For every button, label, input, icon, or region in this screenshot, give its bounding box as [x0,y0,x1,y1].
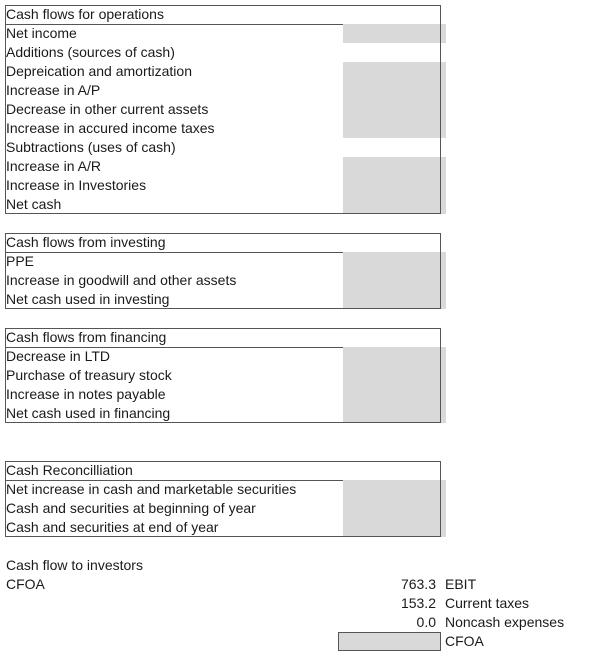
input-cell[interactable] [343,518,446,537]
row-label: Net cash [6,196,62,212]
row-cash-beginning[interactable] [5,499,441,518]
row-increase-inventories[interactable] [5,176,441,195]
row-label: Increase in goodwill and other assets [6,272,237,288]
input-cell[interactable] [343,100,446,119]
investing-header-cell[interactable] [5,233,441,252]
row-net-increase-cash[interactable] [5,480,441,499]
row-label: Increase in Investories [6,177,147,193]
input-cell[interactable] [343,252,446,271]
investors-title-cell[interactable] [5,556,441,575]
row-treasury-stock[interactable] [5,366,441,385]
row-depreciation[interactable] [5,62,441,81]
input-cell[interactable] [343,499,446,518]
input-cell[interactable] [343,290,446,309]
investors-title: Cash flow to investors [6,557,143,573]
investing-header: Cash flows from investing [6,234,166,250]
input-cell[interactable] [343,176,446,195]
row-net-cash[interactable] [5,195,441,214]
input-cell[interactable] [343,62,446,81]
ebit-value[interactable]: 763.3 [400,576,436,592]
row-label: Decrease in other current assets [6,101,209,117]
noncash-expenses-label: Noncash expenses [445,614,565,630]
input-cell[interactable] [343,119,446,138]
row-label: Net income [6,25,77,41]
row-label: Depreication and amortization [6,63,192,79]
row-label: Cash and securities at end of year [6,519,219,535]
row-label: Net cash used in investing [6,291,170,307]
input-cell[interactable] [343,385,446,404]
row-label: PPE [6,253,35,269]
cfoa-result-cell[interactable] [338,632,441,651]
input-cell[interactable] [343,24,446,43]
row-label: Additions (sources of cash) [6,44,175,60]
row-label: Increase in accured income taxes [6,120,215,136]
row-increase-ap[interactable] [5,81,441,100]
reconciliation-header: Cash Reconcilliation [6,462,133,478]
financing-header: Cash flows from financing [6,329,167,345]
row-label: Increase in notes payable [6,386,166,402]
row-cash-end[interactable] [5,518,441,537]
ebit-label: EBIT [445,576,477,592]
input-cell[interactable] [343,366,446,385]
operations-header: Cash flows for operations [6,6,164,22]
financing-header-cell[interactable] [5,328,441,347]
cfoa-label: CFOA [6,576,45,592]
row-increase-taxes[interactable] [5,119,441,138]
current-taxes-value[interactable]: 153.2 [400,595,436,611]
input-cell[interactable] [343,480,446,499]
row-subtractions[interactable] [5,138,441,157]
row-additions[interactable] [5,43,441,62]
row-ppe[interactable] [5,252,441,271]
row-label: Subtractions (uses of cash) [6,139,176,155]
input-cell[interactable] [343,271,446,290]
cfoa-result-label: CFOA [445,633,484,649]
row-increase-ar[interactable] [5,157,441,176]
row-net-cash-financing[interactable] [5,404,441,423]
row-goodwill[interactable] [5,271,441,290]
row-label: Net cash used in financing [6,405,171,421]
reconciliation-header-cell[interactable] [5,461,441,480]
input-cell[interactable] [343,347,446,366]
row-label: Increase in A/P [6,82,101,98]
row-net-income[interactable] [5,24,441,43]
row-label: Net increase in cash and marketable securities [6,481,297,497]
input-cell[interactable] [343,157,446,176]
noncash-expenses-value[interactable]: 0.0 [416,614,436,630]
row-label: Cash and securities at beginning of year [6,500,256,516]
row-decrease-ltd[interactable] [5,347,441,366]
row-notes-payable[interactable] [5,385,441,404]
row-label: Increase in A/R [6,158,101,174]
row-label: Decrease in LTD [6,348,111,364]
current-taxes-label: Current taxes [445,595,530,611]
row-label: Purchase of treasury stock [6,367,172,383]
row-net-cash-investing[interactable] [5,290,441,309]
operations-header-cell[interactable] [5,5,441,24]
input-cell[interactable] [343,195,446,214]
input-cell[interactable] [343,404,446,423]
input-cell[interactable] [343,81,446,100]
row-decrease-other-assets[interactable] [5,100,441,119]
